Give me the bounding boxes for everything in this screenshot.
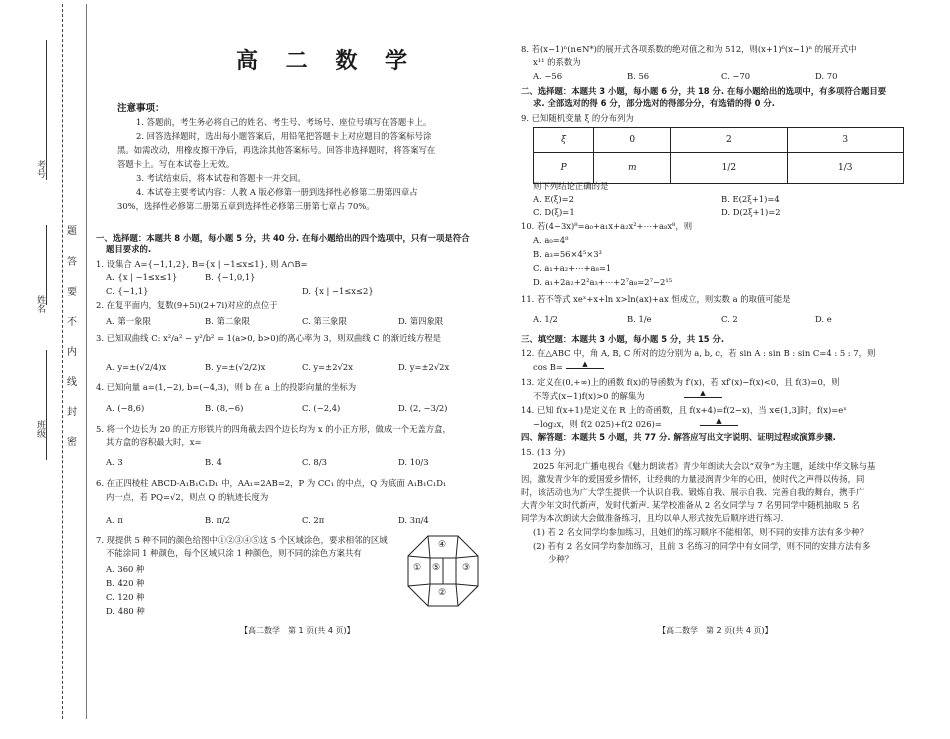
- q12-stem: 12. 在△ABC 中，角 A, B, C 所对的边分别为 a, b, c，若 sin A : sin B : sin C=4 : 5 : 7，则: [521, 348, 876, 358]
- q10-stem: 10. 若(4−3x)⁸=a₀+a₁x+a₂x²+⋯+a₈x⁸，则: [521, 221, 693, 231]
- q7-option: D. 480 种: [106, 606, 145, 616]
- notice-line: 答题卡上。写在本试卷上无效。: [117, 159, 235, 169]
- q15-line: 同学为本次朗读大会做准备练习，且均以单人形式按先后顺序进行练习.: [521, 513, 784, 523]
- q10-option: D. a₁+2a₂+2²a₃+⋯+2⁷a₈=2⁷−2¹⁵: [533, 277, 673, 287]
- q11-option: D. e: [815, 314, 832, 324]
- q5-option: B. 4: [205, 457, 222, 467]
- region-3: ③: [462, 563, 471, 573]
- q4-option: D. (2, −3/2): [398, 403, 448, 413]
- q9-option: B. E(2ξ+1)=4: [721, 194, 780, 204]
- seal-char: 题: [67, 226, 77, 237]
- q2-option: C. 第三象限: [302, 316, 347, 326]
- q10-option: B. a₃=56×4⁵×3³: [533, 249, 602, 259]
- table-cell: P: [534, 153, 594, 184]
- table-cell: 1/3: [787, 153, 903, 184]
- q13-stem: 13. 定义在(0,+∞)上的函数 f(x)的导函数为 f′(x)，若 xf′(x)−f(x)<0，且 f(3)=0，则: [521, 377, 840, 387]
- seal-char: 答: [67, 257, 77, 268]
- q12-stem: cos B=: [533, 362, 563, 372]
- q6-stem: 6. 在正四棱柱 ABCD-A₁B₁C₁D₁ 中，AA₁=2AB=2，P 为 CC₁ 的中点，Q 为底面 A₁B₁C₁D₁: [96, 478, 447, 488]
- q4-option: A. (−8,6): [106, 403, 145, 413]
- section1-heading: 一、选择题：本题共 8 小题，每小题 5 分，共 40 分. 在每小题给出的四个选项中，只有一项是符合: [96, 233, 470, 243]
- q5-option: A. 3: [106, 457, 123, 467]
- q11-option: B. 1/e: [627, 314, 652, 324]
- q3-option: A. y=±(√2/4)x: [106, 362, 167, 372]
- class-label: 班级: [35, 420, 45, 438]
- q14-stem: −log₂x，则 f(2 025)+f(2 026)=: [533, 419, 662, 429]
- q5-option: D. 10/3: [398, 457, 429, 467]
- answer-blank[interactable]: ▲: [684, 389, 722, 398]
- q4-option: C. (−2,4): [302, 403, 341, 413]
- footer-right: 【高二数学 第 2 页(共 4 页)】: [658, 626, 773, 635]
- q9-option: C. D(ξ)=1: [533, 207, 575, 217]
- seal-char: 内: [67, 347, 77, 358]
- name-label: 姓名: [35, 295, 45, 313]
- seal-char: 要: [67, 287, 77, 298]
- q1-option: B. {−1,0,1}: [205, 272, 256, 282]
- section3-heading: 三、填空题：本题共 3 小题，每小题 5 分，共 15 分.: [521, 334, 725, 344]
- q5-stem: 5. 将一个边长为 20 的正方形铁片的四角截去四个边长均为 x 的小正方形，做成一个无盖方盒，: [96, 424, 451, 434]
- q3-option: B. y=±(√2/2)x: [205, 362, 266, 372]
- q2-option: D. 第四象限: [398, 316, 444, 326]
- q15-line: 少种？: [548, 554, 574, 564]
- q7-option: B. 420 种: [106, 578, 145, 588]
- section1-heading2: 题目要求的.: [106, 244, 152, 254]
- region-5: ⑤: [432, 563, 441, 573]
- notice-line: 3. 考试结束后，将本试卷和答题卡一并交回。: [136, 173, 306, 183]
- q6-stem: 内一点，若 PQ=√2，则点 Q 的轨迹长度为: [106, 492, 269, 502]
- q15-line: (1) 若 2 名女同学均参加练习，且她们的练习顺序不能相邻，则不同的安排方法有多少种？: [533, 527, 869, 537]
- q15-line: 2025 年河北广播电视台《魅力朗读者》青少年朗读大会以“双争”为主题，延续中华文脉与基: [533, 461, 876, 471]
- binding-dashed-line: [62, 4, 63, 719]
- region-1: ①: [413, 563, 422, 573]
- q1-stem: 1. 设集合 A={−1,1,2}, B={x | −1≤x≤1}, 则 A∩B=: [96, 259, 308, 269]
- q1-option: C. {−1,1}: [106, 286, 149, 296]
- footer-left: 【高二数学 第 1 页(共 4 页)】: [240, 626, 355, 635]
- seal-char: 线: [67, 377, 77, 388]
- q3-stem: 3. 已知双曲线 C: x²/a² − y²/b² = 1(a>0, b>0)的离心率为 3，则双曲线 C 的渐近线方程是: [96, 333, 441, 343]
- q3-option: D. y=±2√2x: [398, 362, 450, 372]
- q9-after: 则下列结论正确的是: [533, 181, 609, 191]
- q7-option: C. 120 种: [106, 592, 145, 602]
- q3-option: C. y=±2√2x: [302, 362, 353, 372]
- seal-char: 封: [67, 407, 77, 418]
- q15-line: 因，激发青少年的爱国爱乡情怀，让经典的力量浸润青少年的心田，使时代之声得以传扬，同: [521, 474, 865, 484]
- section2-heading: 二、选择题：本题共 3 小题，每小题 6 分，共 18 分. 在每小题给出的选项中，有多项符合题目要: [521, 86, 887, 96]
- table-cell: 3: [787, 128, 903, 153]
- answer-blank[interactable]: ▲: [566, 360, 604, 369]
- q8-stem: x¹¹ 的系数为: [533, 57, 581, 67]
- q13-stem: 不等式(x−1)f(x)>0 的解集为: [533, 391, 645, 401]
- seal-char: 不: [67, 317, 77, 328]
- notice-line: 30%，选择性必修第二册第五章到选择性必修第三册第七章占 70%。: [117, 201, 375, 211]
- q4-option: B. (8,−6): [205, 403, 244, 413]
- q11-option: A. 1/2: [533, 314, 558, 324]
- region-2: ②: [438, 588, 447, 598]
- page-title: 高 二 数 学: [236, 49, 417, 74]
- q2-stem: 2. 在复平面内，复数(9+5i)(2+7i)对应的点位于: [96, 300, 278, 310]
- q8-option: A. −56: [533, 71, 563, 81]
- q2-option: A. 第一象限: [106, 316, 151, 326]
- name-blank: [46, 225, 47, 305]
- table-cell: ξ: [534, 128, 594, 153]
- region-4: ④: [438, 540, 447, 550]
- q6-option: A. π: [106, 515, 123, 525]
- q6-option: D. 3π/4: [398, 515, 429, 525]
- q1-option: D. {x | −1≤x≤2}: [302, 286, 374, 296]
- answer-blank[interactable]: ▲: [700, 417, 738, 426]
- table-cell: 0: [594, 128, 671, 153]
- q11-option: C. 2: [721, 314, 738, 324]
- q15-line: 大青少年文时代新声，发时代新声. 某学校准备从 2 名女同学与 7 名男同学中随机抽取 5 名: [521, 500, 860, 510]
- q14-stem: 14. 已知 f(x+1)是定义在 R 上的奇函数，且 f(x+4)=f(2−x)，当 x∈(1,3]时，f(x)=eˣ: [521, 405, 847, 415]
- q10-option: C. a₁+a₂+⋯+a₈=1: [533, 263, 612, 273]
- q8-option: B. 56: [627, 71, 650, 81]
- seal-char: 密: [67, 437, 77, 448]
- binding-solid-line: [86, 4, 87, 719]
- q6-option: B. π/2: [205, 515, 231, 525]
- q1-option: A. {x | −1≤x≤1}: [106, 272, 178, 282]
- q10-option: A. a₀=4⁸: [533, 235, 569, 245]
- q5-option: C. 8/3: [302, 457, 327, 467]
- table-cell: m: [594, 153, 671, 184]
- exam-number-blank: [46, 40, 47, 180]
- q6-option: C. 2π: [302, 515, 325, 525]
- q2-option: B. 第二象限: [205, 316, 250, 326]
- q15-line: 15. (13 分): [521, 447, 566, 457]
- notice-heading: 注意事项：: [117, 103, 165, 114]
- q7-stem: 不能涂同 1 种颜色，每个区域只涂 1 种颜色，则不同的涂色方案共有: [106, 548, 362, 558]
- q15-line: 时，该活动也为广大学生提供一个认识自我、锻炼自我、展示自我、完善自我的舞台，携手广: [521, 487, 865, 497]
- q15-line: (2) 若有 2 名女同学均参加练习，且前 3 名练习的同学中有女同学，则不同的安排方法有多: [533, 541, 871, 551]
- table-cell: 1/2: [671, 153, 787, 184]
- notice-line: 黑。如需改动，用橡皮擦干净后，再选涂其他答案标号。回答非选择题时，将答案写在: [117, 145, 436, 155]
- q7-option: A. 360 种: [106, 564, 145, 574]
- q8-option: C. −70: [721, 71, 751, 81]
- notice-line: 2. 回答选择题时，选出每小题答案后，用铅笔把答题卡上对应题目的答案标号涂: [136, 131, 432, 141]
- q8-stem: 8. 若(x−1)ⁿ(n∈N*)的展开式各项系数的绝对值之和为 512，则(x+1)⁶(x−1)ⁿ 的展开式中: [521, 44, 857, 54]
- q11-stem: 11. 若不等式 xeˣ+x+ln x>ln(ax)+ax 恒成立，则实数 a 的取值可能是: [521, 294, 791, 304]
- q5-stem: 其方盒的容积最大时，x=: [106, 437, 202, 447]
- notice-line: 4. 本试卷主要考试内容：人教 A 版必修第一册到选择性必修第二册第四章占: [136, 187, 418, 197]
- q9-distribution-table: [533, 127, 904, 184]
- exam-number-label: 考号: [35, 160, 45, 178]
- q9-stem: 9. 已知随机变量 ξ 的分布列为: [521, 113, 634, 123]
- table-cell: 2: [671, 128, 787, 153]
- q9-option: A. E(ξ)=2: [533, 194, 574, 204]
- q7-stem: 7. 现提供 5 种不同的颜色给图中①②③④⑤这 5 个区域涂色，要求相邻的区域: [96, 535, 388, 545]
- class-blank: [46, 350, 47, 460]
- q8-option: D. 70: [815, 71, 838, 81]
- section2-heading2: 求. 全部选对的得 6 分，部分选对的得部分分，有选错的得 0 分.: [533, 98, 775, 108]
- notice-line: 1. 答题前，考生务必将自己的姓名、考生号、考场号、座位号填写在答题卡上。: [136, 117, 432, 127]
- q9-option: D. D(2ξ+1)=2: [721, 207, 781, 217]
- section4-heading: 四、解答题：本题共 5 小题，共 77 分. 解答应写出文字说明、证明过程或演算步骤.: [521, 432, 836, 442]
- q4-stem: 4. 已知向量 a=(1,−2), b=(−4,3)，则 b 在 a 上的投影向量的坐标为: [96, 382, 357, 392]
